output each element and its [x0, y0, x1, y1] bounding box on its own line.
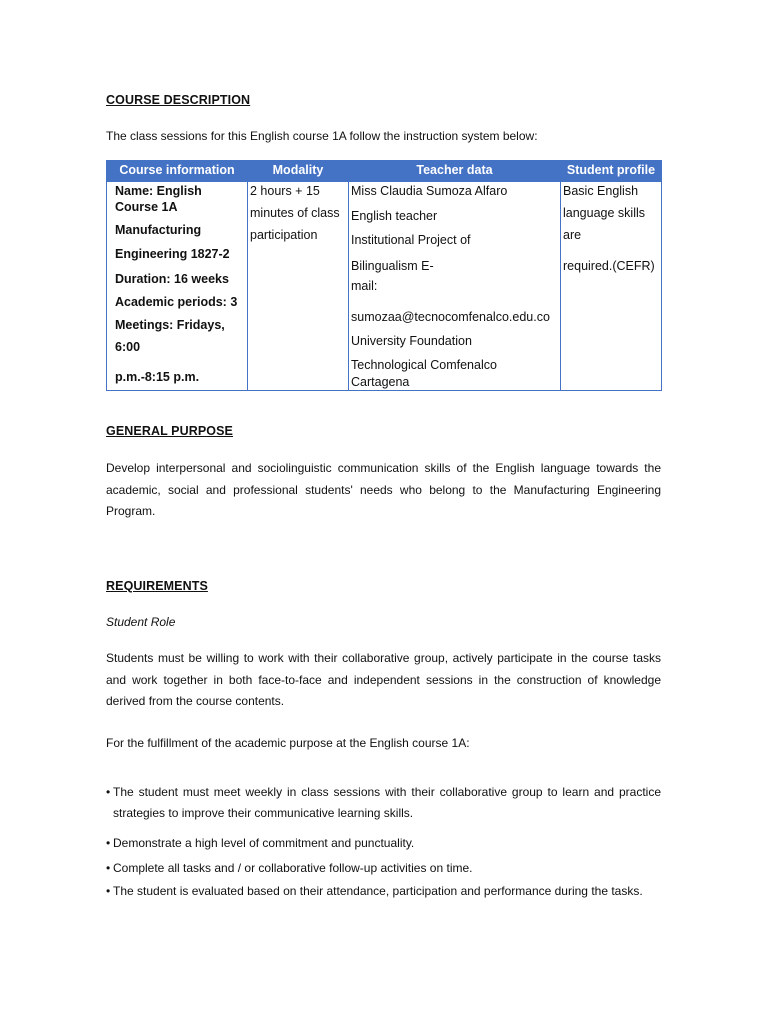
bullet-icon: • — [106, 861, 111, 875]
header-course-information: Course information — [119, 163, 235, 177]
header-student-profile: Student profile — [566, 163, 656, 177]
fulfillment-text: For the fulfillment of the academic purpose at the English course 1A: — [106, 736, 470, 750]
column-divider — [348, 161, 349, 390]
bullet-icon: • — [106, 884, 111, 898]
column-divider — [560, 161, 561, 390]
course-info-line: Name: English — [115, 184, 202, 198]
student-role-subheading: Student Role — [106, 615, 176, 629]
course-info-line: p.m.-8:15 p.m. — [115, 370, 200, 384]
course-intro-text: The class sessions for this English course 1A follow the instruction system below: — [106, 129, 538, 143]
teacher-data-line: Miss Claudia Sumoza Alfaro — [351, 184, 508, 198]
student-profile-line: Basic English — [563, 184, 639, 198]
student-profile-line: are — [563, 228, 582, 242]
modality-line: minutes of class — [250, 206, 340, 220]
header-modality: Modality — [272, 163, 324, 177]
course-info-line: Engineering 1827-2 — [115, 247, 230, 261]
course-info-line: Course 1A — [115, 200, 178, 214]
teacher-data-line: Technological Comfenalco — [351, 358, 497, 372]
bullet-icon: • — [106, 785, 111, 799]
document-page: COURSE DESCRIPTION The class sessions for this English course 1A follow the instruction system below: Course information Modality Teacher data Student profile Name: English Course 1A Manufacturing Engineering 1827-2 Duration: 16 weeks Academic periods: 3 Meetings: Fridays, 6:00 p.m.-8:15 p.m. 2 hours + 15 minutes of class participation Miss Claudia Sumoza Alfaro English teacher Institutional Project of Bilingualism E- mail: sumozaa@tecnocomfenalco.edu.co University Foundation Technological Comfenalco Cartagena Basic English language skills are required.(CEFR) GENERAL PURPOSE Develop interpersonal and sociolinguistic communication skills of the English language towards the academic, social and professional students' needs who belong to the Manufacturing Engineering Program. REQUIREMENTS Student Role Students must be willing to work with their collaborative group, actively participate in the course tasks and work together in both face-to-face and independent sessions in the construction of knowledge derived from the course contents. For the fulfillment of the academic purpose at the English course 1A: • The student must meet weekly in class sessions with their collaborative group to learn and practice strategies to improve their communicative learning skills. • Demonstrate a high level of commitment and punctuality. • Complete all tasks and / or collaborative follow-up activities on time. • The student is evaluated based on their attendance, participation and performance during the tasks. — [106, 93, 661, 898]
table-header-row — [107, 161, 661, 182]
teacher-data-line: Cartagena — [351, 375, 410, 389]
header-teacher-data: Teacher data — [416, 163, 493, 177]
requirements-heading: REQUIREMENTS — [106, 579, 208, 593]
course-table — [106, 160, 662, 391]
teacher-data-line: Institutional Project of — [351, 233, 471, 247]
general-purpose-text: Develop interpersonal and sociolinguistic communication skills of the English language towards the academic, social and professional students' needs who belong to the Manufacturing Engineering Program. — [106, 461, 661, 518]
teacher-data-line: mail: — [351, 279, 378, 293]
student-profile-line: required.(CEFR) — [563, 259, 655, 273]
course-info-line: Academic periods: 3 — [115, 295, 238, 309]
course-description-heading: COURSE DESCRIPTION — [106, 93, 251, 107]
course-info-line: Meetings: Fridays, — [115, 318, 225, 332]
teacher-data-line: Bilingualism E- — [351, 259, 434, 273]
bullet-icon: • — [106, 836, 111, 850]
course-info-line: 6:00 — [115, 340, 141, 354]
student-role-text: Students must be willing to work with their collaborative group, actively participate in the course tasks and work together in both face-to-face and independent sessions in the construction of knowledge derived from the course contents. — [106, 651, 661, 708]
course-info-line: Manufacturing — [115, 223, 202, 237]
modality-line: participation — [250, 228, 318, 242]
course-info-line: Duration: 16 weeks — [115, 272, 229, 286]
column-divider — [247, 161, 248, 390]
teacher-data-line: English teacher — [351, 209, 438, 223]
teacher-email: sumozaa@tecnocomfenalco.edu.co — [351, 310, 550, 324]
student-profile-line: language skills — [563, 206, 645, 220]
teacher-data-line: University Foundation — [351, 334, 472, 348]
general-purpose-heading: GENERAL PURPOSE — [106, 424, 233, 438]
modality-line: 2 hours + 15 — [250, 184, 320, 198]
